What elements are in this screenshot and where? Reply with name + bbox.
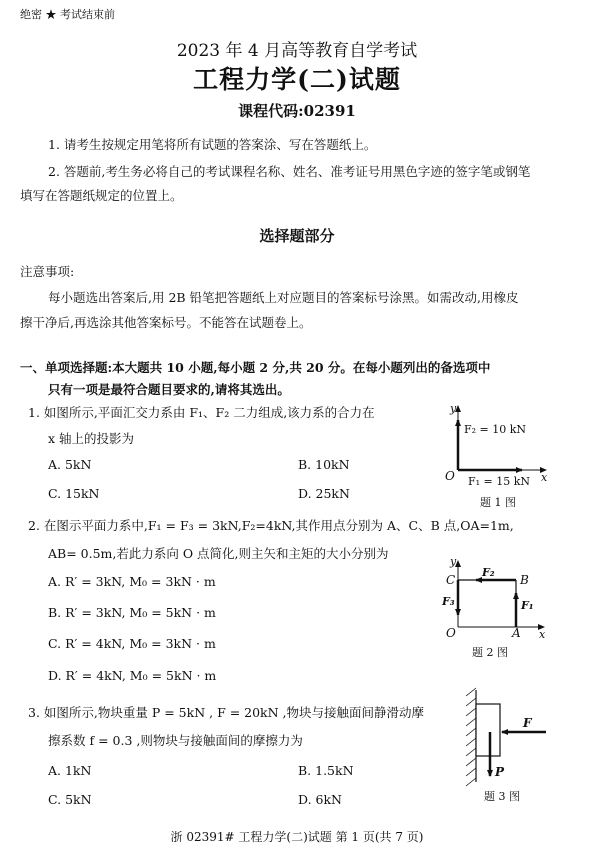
q3-block <box>476 704 500 756</box>
q3-option-a: A. 1kN <box>48 763 92 778</box>
notes-line-1: 每小题选出答案后,用 2B 铅笔把答题纸上对应题目的答案标号涂黑。如需改动,用橡皮 <box>48 290 519 305</box>
q1-stem-line-2: x 轴上的投影为 <box>48 431 135 446</box>
q1-caption: 题 1 图 <box>480 496 516 509</box>
q1-origin-label: O <box>445 469 455 483</box>
q1-option-b: B. 10kN <box>298 457 350 472</box>
q3-p-label: P <box>495 765 505 779</box>
q2-stem-line-1: 2. 在图示平面力系中,F₁ = F₃ = 3kN,F₂=4kN,其作用点分别为 A、C、B 点,OA=1m, <box>28 518 514 533</box>
q3-f-label: F <box>523 716 532 730</box>
instruction-2: 2. 答题前,考生务必将自己的考试课程名称、姓名、准考证号用黑色字迹的签字笔或钢笔 <box>48 164 531 179</box>
q3-stem-line-2: 擦系数 f = 0.3 ,则物块与接触面间的摩擦力为 <box>48 733 303 748</box>
q3-figure <box>460 686 570 808</box>
q3-option-c: C. 5kN <box>48 792 92 807</box>
q1-y-label: y <box>450 402 457 415</box>
section-title: 选择题部分 <box>259 227 335 245</box>
exam-title: 2023 年 4 月高等教育自学考试 <box>176 41 418 61</box>
q1-f2-label: F₂ = 10 kN <box>464 423 527 436</box>
q2-origin-label: O <box>446 626 456 640</box>
q2-figure <box>440 555 560 665</box>
q1-option-c: C. 15kN <box>48 486 100 501</box>
q2-caption: 题 2 图 <box>472 646 508 659</box>
q2-x-label: x <box>539 628 546 641</box>
q2-stem-line-2: AB= 0.5m,若此力系向 O 点简化,则主矢和主矩的大小分别为 <box>48 546 389 561</box>
q3-caption: 题 3 图 <box>484 790 520 803</box>
q2-f1-label: F₁ <box>521 599 534 612</box>
notes-heading: 注意事项: <box>20 264 75 279</box>
q2-y-label: y <box>450 555 457 568</box>
subject-title: 工程力学(二)试题 <box>193 65 401 94</box>
q1-option-d: D. 25kN <box>298 486 350 501</box>
q3-option-d: D. 6kN <box>298 792 342 807</box>
instruction-2-cont: 填写在答题纸规定的位置上。 <box>20 188 183 203</box>
course-code: 课程代码:02391 <box>238 102 356 120</box>
q1-figure <box>440 398 560 513</box>
q1-option-a: A. 5kN <box>48 457 92 472</box>
page-footer: 浙 02391# 工程力学(二)试题 第 1 页(共 7 页) <box>170 830 424 844</box>
q2-option-d: D. R′ = 4kN, M₀ = 5kN · m <box>48 668 217 683</box>
q2-point-b: B <box>520 573 529 587</box>
q2-option-b: B. R′ = 3kN, M₀ = 5kN · m <box>48 605 216 620</box>
q3-stem-line-1: 3. 如图所示,物块重量 P = 5kN , F = 20kN ,物块与接触面间静滑动摩 <box>28 705 425 720</box>
part1-heading: 一、单项选择题:本大题共 10 小题,每小题 2 分,共 20 分。在每小题列出的备选项中 <box>20 360 491 375</box>
q1-stem-line-1: 1. 如图所示,平面汇交力系由 F₁、F₂ 二力组成,该力系的合力在 <box>28 405 375 420</box>
q2-option-c: C. R′ = 4kN, M₀ = 3kN · m <box>48 636 216 651</box>
secret-mark: 绝密 ★ 考试结束前 <box>20 8 115 21</box>
q2-f2-label: F₂ <box>482 566 495 579</box>
q2-point-c: C <box>446 573 456 587</box>
q1-f1-label: F₁ = 15 kN <box>468 475 531 488</box>
notes-line-2: 擦干净后,再选涂其他答案标号。不能答在试题卷上。 <box>20 315 312 330</box>
q2-f3-label: F₃ <box>442 595 455 608</box>
q2-point-a: A <box>512 626 521 640</box>
q3-wall-hatch <box>466 688 476 786</box>
q1-x-label: x <box>541 471 548 484</box>
q3-option-b: B. 1.5kN <box>298 763 354 778</box>
part1-heading-cont: 只有一项是最符合题目要求的,请将其选出。 <box>48 382 290 397</box>
instruction-1: 1. 请考生按规定用笔将所有试题的答案涂、写在答题纸上。 <box>48 137 377 152</box>
q2-option-a: A. R′ = 3kN, M₀ = 3kN · m <box>48 574 216 589</box>
